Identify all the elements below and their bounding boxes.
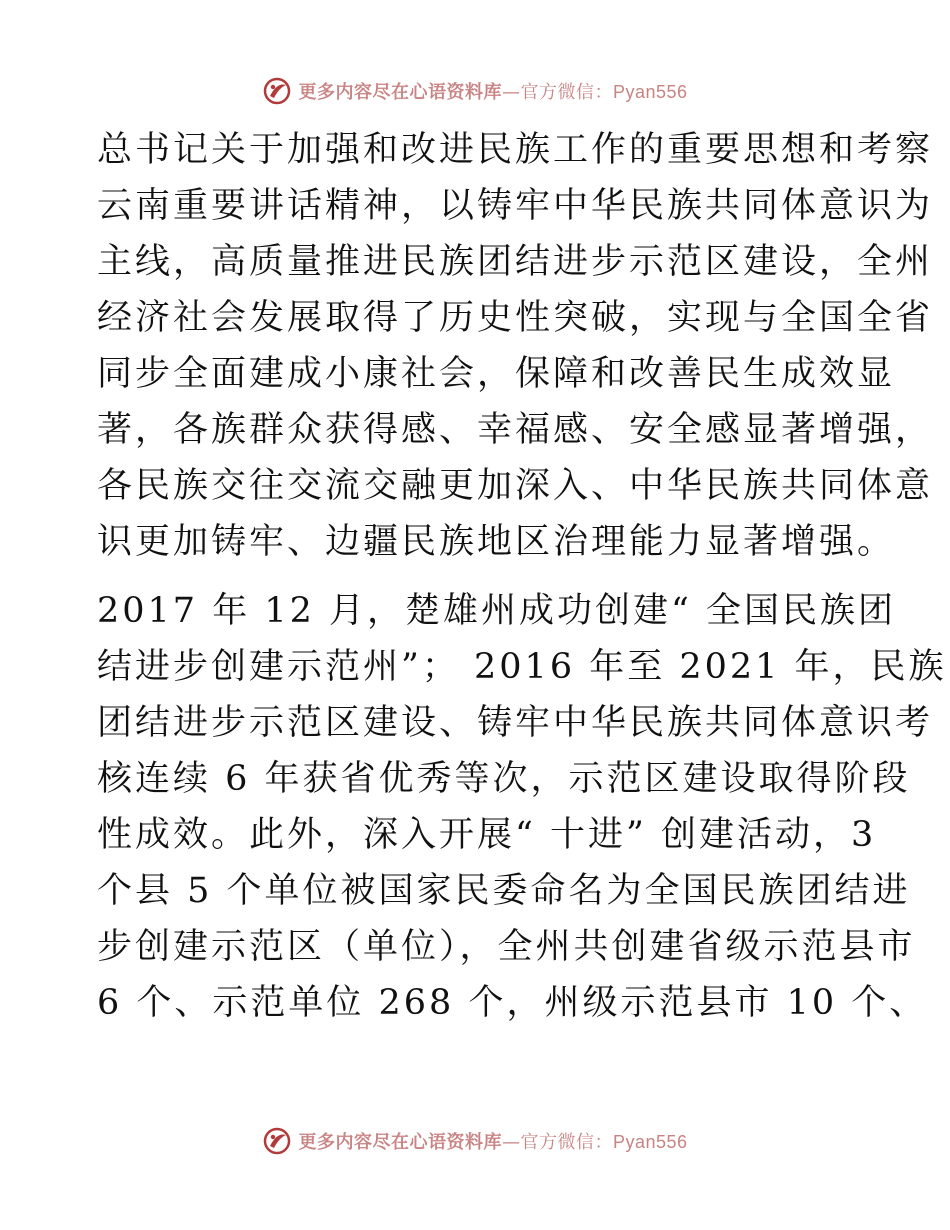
watermark-separator: —: [501, 82, 521, 103]
text-line: 识更加铸牢、边疆民族地区治理能力显著增强。: [97, 522, 896, 562]
watermark-wechat-id: Pyan556: [612, 82, 688, 102]
text-line: 性成效。此外，深入开展“ 十进” 创建活动，3: [97, 815, 877, 855]
watermark-text: [298, 1128, 687, 1154]
text-line: 总书记关于加强和改进民族工作的重要思想和考察: [97, 130, 934, 170]
text-line: 主线，高质量推进民族团结进步示范区建设，全州: [97, 242, 934, 282]
watermark-brand: 更多内容尽在心语资料库: [298, 1132, 502, 1153]
text-line: 团结进步示范区建设、铸牢中华民族共同体意识考: [97, 703, 934, 743]
brand-logo-icon: [262, 76, 292, 106]
text-line: 各民族交往交流交融更加深入、中华民族共同体意: [97, 466, 934, 506]
text-line: 云南重要讲话精神，以铸牢中华民族共同体意识为: [97, 186, 934, 226]
text-line: 2017 年 12 月，楚雄州成功创建“ 全国民族团: [97, 591, 897, 631]
watermark-separator: —: [501, 1132, 521, 1153]
text-line: 经济社会发展取得了历史性突破，实现与全国全省: [97, 298, 934, 338]
header-watermark: [0, 74, 950, 108]
paragraph-2: [97, 583, 947, 1031]
text-line: 结进步创建示范州”； 2016 年至 2021 年，民族: [97, 647, 947, 687]
paragraph-spacer: [97, 570, 857, 583]
watermark-brand: 更多内容尽在心语资料库: [298, 82, 502, 103]
document-body: [97, 122, 947, 1031]
brand-logo-icon: [262, 1126, 292, 1156]
text-line: 6 个、示范单位 268 个，州级示范县市 10 个、: [97, 983, 928, 1023]
watermark-wechat-label: 官方微信：: [520, 82, 613, 103]
text-line: 著，各族群众获得感、幸福感、安全感显著增强，: [97, 410, 934, 450]
paragraph-1: [97, 122, 934, 570]
footer-watermark: [0, 1124, 950, 1158]
text-line: 步创建示范区（单位），全州共创建省级示范县市: [97, 927, 916, 967]
text-line: 核连续 6 年获省优秀等次，示范区建设取得阶段: [97, 759, 911, 799]
text-line: 同步全面建成小康社会，保障和改善民生成效显: [97, 354, 896, 394]
text-line: 个县 5 个单位被国家民委命名为全国民族团结进: [97, 871, 911, 911]
watermark-wechat-label: 官方微信：: [520, 1132, 613, 1153]
watermark-wechat-id: Pyan556: [612, 1132, 688, 1152]
watermark-text: [298, 78, 687, 104]
